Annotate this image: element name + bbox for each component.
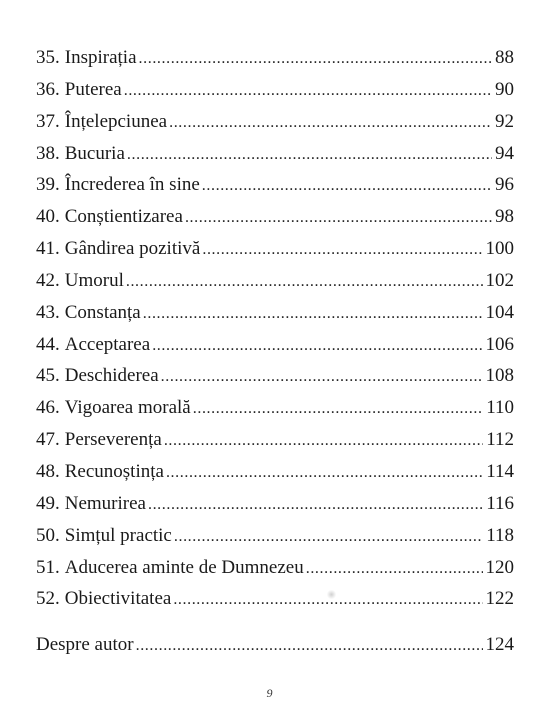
toc-entry-page: 100 — [485, 238, 514, 260]
toc-entry-page: 112 — [486, 429, 514, 451]
toc-entry-number: 41. — [36, 238, 60, 260]
toc-entry-page: 116 — [486, 492, 514, 514]
toc-entry-number: 48. — [36, 460, 60, 482]
toc-entry — [36, 42, 514, 74]
toc-entry — [36, 552, 514, 584]
toc-entry-title: Puterea — [64, 78, 122, 100]
toc-entry-number: 52. — [36, 588, 60, 610]
dot-leader — [166, 457, 483, 489]
toc-entry-title: Recunoștința — [64, 460, 164, 482]
toc-entry-title: Nemurirea — [64, 492, 146, 514]
toc-entry-number: 36. — [36, 78, 60, 100]
dot-leader — [148, 489, 483, 521]
toc-entry-number: 37. — [36, 110, 60, 132]
dot-leader — [164, 425, 483, 457]
toc-entry-page: 104 — [485, 301, 514, 323]
toc-entry-title: Deschiderea — [64, 365, 159, 387]
toc-entry-page: 92 — [495, 110, 514, 132]
toc-entry-number: 43. — [36, 301, 60, 323]
toc-entry-page: 90 — [495, 78, 514, 100]
toc-entry-page: 108 — [485, 365, 514, 387]
toc-entry-page: 114 — [486, 460, 514, 482]
toc-appendix-title: Despre autor — [36, 634, 134, 655]
dot-leader — [161, 361, 483, 393]
toc-entry — [36, 169, 514, 201]
dot-leader — [143, 298, 483, 330]
toc-entry-number: 49. — [36, 492, 60, 514]
toc-entry — [36, 520, 514, 552]
toc-entry-title: Înțelepciunea — [64, 110, 168, 132]
toc-entry-number: 40. — [36, 206, 60, 228]
toc-entry — [36, 583, 514, 615]
dot-leader — [124, 75, 492, 107]
toc-entry-title: Perseverența — [64, 429, 162, 451]
dot-leader — [139, 43, 492, 75]
toc-entry-title: Încrederea în sine — [64, 174, 200, 196]
dot-leader — [202, 234, 482, 266]
toc-entry-number: 39. — [36, 174, 60, 196]
toc-entry-title: Obiectivitatea — [64, 588, 172, 610]
dot-leader — [169, 107, 492, 139]
toc-entry — [36, 233, 514, 265]
toc-entry-number: 47. — [36, 429, 60, 451]
toc-entry-number: 44. — [36, 333, 60, 355]
toc-entry-number: 35. — [36, 47, 60, 68]
table-of-contents — [36, 42, 514, 615]
toc-entry-page: 102 — [485, 269, 514, 291]
toc-entry — [36, 74, 514, 106]
dot-leader — [126, 266, 483, 298]
dot-leader — [173, 584, 482, 616]
toc-entry — [36, 265, 514, 297]
toc-entry-number: 42. — [36, 269, 60, 291]
toc-entry — [36, 392, 514, 424]
toc-entry-page: 106 — [485, 333, 514, 355]
toc-appendix-page: 124 — [485, 634, 514, 655]
dot-leader — [202, 170, 492, 202]
toc-entry-page: 96 — [495, 174, 514, 196]
dot-leader — [306, 553, 483, 585]
toc-entry-title: Conștientizarea — [64, 206, 183, 228]
toc-entry — [36, 138, 514, 170]
toc-entry-page: 122 — [485, 588, 514, 610]
dot-leader — [185, 202, 492, 234]
toc-entry-title: Simțul practic — [64, 524, 172, 546]
toc-entry-page: 120 — [485, 556, 514, 578]
toc-appendix-entry — [36, 629, 514, 661]
dot-leader — [152, 330, 482, 362]
dot-leader — [127, 139, 492, 171]
dot-leader — [136, 630, 483, 662]
toc-entry-page: 110 — [486, 397, 514, 419]
toc-entry-title: Acceptarea — [64, 333, 151, 355]
toc-entry-title: Vigoarea morală — [64, 397, 191, 419]
toc-entry-title: Aducerea aminte de Dumnezeu — [64, 556, 304, 578]
toc-entry-page: 118 — [486, 524, 514, 546]
toc-entry-page: 88 — [495, 47, 514, 68]
toc-entry — [36, 424, 514, 456]
toc-entry — [36, 106, 514, 138]
toc-entry — [36, 360, 514, 392]
page-number: 9 — [266, 686, 273, 700]
dot-leader — [174, 521, 483, 553]
toc-entry — [36, 297, 514, 329]
dot-leader — [193, 393, 483, 425]
toc-entry — [36, 488, 514, 520]
toc-entry-title: Inspirația — [64, 47, 137, 68]
toc-entry-page: 94 — [495, 142, 514, 164]
toc-entry-number: 45. — [36, 365, 60, 387]
toc-entry — [36, 329, 514, 361]
toc-entry-number: 38. — [36, 142, 60, 164]
paper-smudge — [327, 590, 336, 599]
toc-entry-number: 51. — [36, 556, 60, 578]
toc-entry-title: Bucuria — [64, 142, 125, 164]
toc-entry-number: 50. — [36, 524, 60, 546]
toc-entry-title: Gândirea pozitivă — [64, 238, 201, 260]
toc-entry-page: 98 — [495, 206, 514, 228]
toc-entry-title: Umorul — [64, 269, 124, 291]
toc-entry-number: 46. — [36, 397, 60, 419]
toc-entry-title: Constanța — [64, 301, 141, 323]
toc-entry — [36, 456, 514, 488]
toc-entry — [36, 201, 514, 233]
